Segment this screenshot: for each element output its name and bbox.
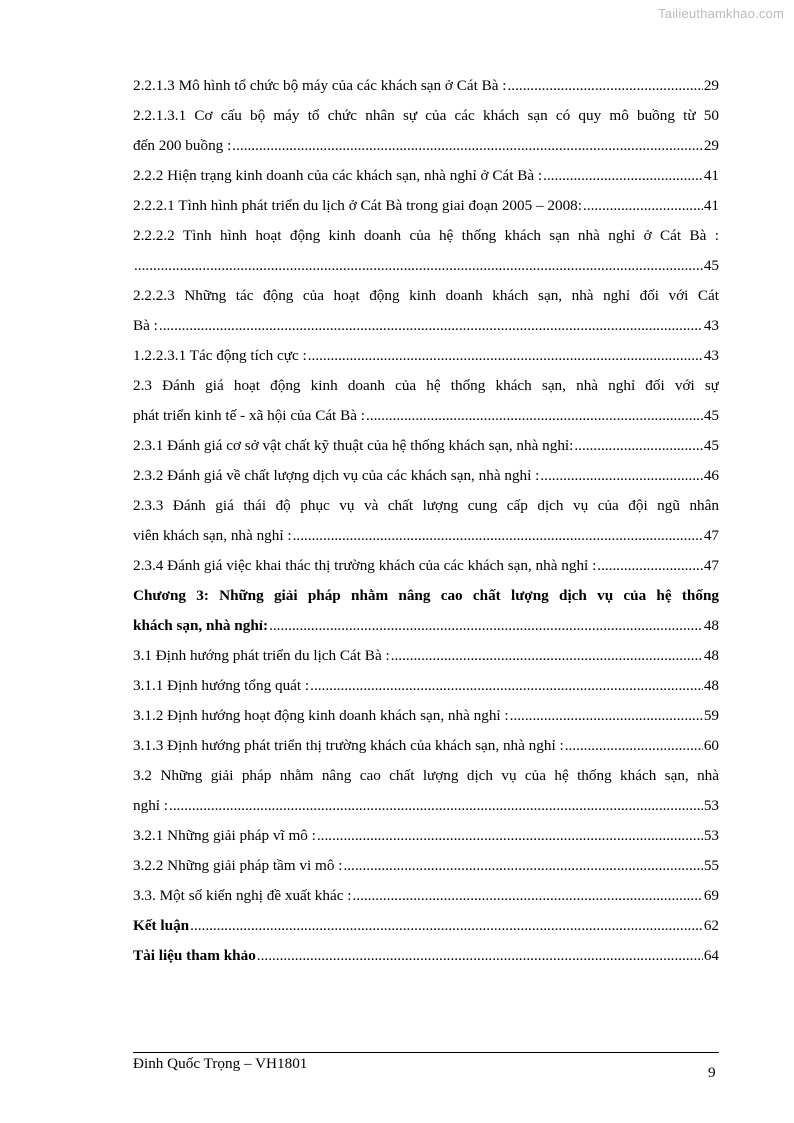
table-of-contents: [133, 71, 719, 971]
toc-entry[interactable]: [133, 851, 719, 881]
toc-entry-title: 3.1 Định hướng phát triển du lịch Cát Bà :: [133, 647, 390, 664]
toc-entry-line-first: Chương 3: Những giải pháp nhằm nâng cao chất lượng dịch vụ của hệ thống: [133, 587, 719, 604]
toc-page-number: 45: [703, 257, 719, 274]
toc-entry[interactable]: [133, 341, 719, 371]
toc-entry-title: 3.1.3 Định hướng phát triển thị trường khách của khách sạn, nhà nghỉ :: [133, 737, 564, 754]
toc-entry-line-first: 3.2 Những giải pháp nhằm nâng cao chất lượng dịch vụ của hệ thống khách sạn, nhà: [133, 767, 719, 784]
toc-entry-line-first: 2.3 Đánh giá hoạt động kinh doanh của hệ thống khách sạn, nhà nghỉ đối với sự: [133, 377, 719, 394]
footer-page-number: 9: [708, 1064, 716, 1081]
toc-page-number: 29: [703, 137, 719, 154]
toc-entry[interactable]: [133, 791, 719, 821]
toc-entry[interactable]: [133, 551, 719, 581]
toc-leader-dots: [310, 671, 703, 701]
toc-entry-title: đến 200 buồng :: [133, 137, 232, 154]
toc-page-number: 48: [703, 677, 719, 694]
toc-leader-dots: [574, 431, 702, 461]
toc-leader-dots: [257, 941, 703, 971]
toc-leader-dots: [190, 911, 703, 941]
toc-entry[interactable]: [133, 641, 719, 671]
toc-entry-title: 2.3.1 Đánh giá cơ sở vật chất kỹ thuật của hệ thống khách sạn, nhà nghỉ:: [133, 437, 574, 454]
toc-entry[interactable]: [133, 191, 719, 221]
toc-entry-title: khách sạn, nhà nghỉ:: [133, 617, 269, 634]
toc-entry-title: Kết luận: [133, 917, 190, 934]
toc-leader-dots: [391, 641, 703, 671]
toc-entry-title: viên khách sạn, nhà nghỉ :: [133, 527, 292, 544]
toc-page-number: 41: [703, 197, 719, 214]
toc-entry[interactable]: [133, 71, 719, 101]
toc-page-number: 59: [703, 707, 719, 724]
toc-page-number: 45: [703, 407, 719, 424]
toc-leader-dots: [597, 551, 703, 581]
toc-entry-title: 3.1.2 Định hướng hoạt động kinh doanh khách sạn, nhà nghỉ :: [133, 707, 509, 724]
toc-leader-dots: [159, 311, 703, 341]
toc-entry[interactable]: [133, 521, 719, 551]
toc-entry-title: 3.2.2 Những giải pháp tầm vi mô :: [133, 857, 343, 874]
toc-entry[interactable]: [133, 821, 719, 851]
toc-entry-line-first: 2.3.3 Đánh giá thái độ phục vụ và chất lượng cung cấp dịch vụ của đội ngũ nhân: [133, 497, 719, 514]
toc-page-number: 62: [703, 917, 719, 934]
toc-entry[interactable]: [133, 731, 719, 761]
toc-entry[interactable]: [133, 671, 719, 701]
toc-entry[interactable]: [133, 131, 719, 161]
toc-entry-title: Bà :: [133, 317, 158, 334]
toc-leader-dots: [134, 251, 703, 281]
toc-entry-title: 3.1.1 Định hướng tổng quát :: [133, 677, 310, 694]
toc-entry[interactable]: [133, 311, 719, 341]
toc-page-number: 53: [703, 827, 719, 844]
toc-leader-dots: [510, 701, 703, 731]
toc-entry-title: nghỉ :: [133, 797, 169, 814]
toc-leader-dots: [366, 401, 703, 431]
toc-leader-dots: [269, 611, 703, 641]
footer-divider: [133, 1052, 719, 1053]
toc-entry-title: 2.2.2 Hiện trạng kinh doanh của các khách sạn, nhà nghỉ ở Cát Bà :: [133, 167, 543, 184]
toc-page-number: 47: [703, 557, 719, 574]
toc-entry[interactable]: [133, 941, 719, 971]
toc-leader-dots: [543, 161, 703, 191]
toc-entry-title: Tài liệu tham khảo: [133, 947, 256, 964]
toc-page-number: 55: [703, 857, 719, 874]
toc-page-number: 48: [703, 617, 719, 634]
toc-entry-title: 2.2.2.1 Tình hình phát triển du lịch ở Cát Bà trong giai đoạn 2005 – 2008:: [133, 197, 582, 214]
toc-leader-dots: [343, 851, 702, 881]
toc-leader-dots: [317, 821, 703, 851]
toc-leader-dots: [583, 191, 703, 221]
toc-page-number: 46: [703, 467, 719, 484]
toc-leader-dots: [565, 731, 703, 761]
toc-entry[interactable]: [133, 881, 719, 911]
watermark: Tailieuthamkhao.com: [658, 6, 784, 21]
toc-entry-line-first: 2.2.1.3.1 Cơ cấu bộ máy tổ chức nhân sự của các khách sạn có quy mô buồng từ 50: [133, 107, 719, 124]
toc-entry-line-first: 2.2.2.3 Những tác động của hoạt động kinh doanh khách sạn, nhà nghỉ đối với Cát: [133, 287, 719, 304]
toc-page-number: 43: [703, 347, 719, 364]
toc-entry[interactable]: [133, 611, 719, 641]
toc-entry-title: 2.2.1.3 Mô hình tổ chức bộ máy của các khách sạn ở Cát Bà :: [133, 77, 507, 94]
toc-page-number: 41: [703, 167, 719, 184]
toc-entry[interactable]: [133, 911, 719, 941]
toc-entry[interactable]: [133, 401, 719, 431]
toc-leader-dots: [293, 521, 703, 551]
toc-page-number: 64: [703, 947, 719, 964]
toc-page-number: 45: [703, 437, 719, 454]
toc-entry[interactable]: [133, 431, 719, 461]
toc-entry-title: 2.3.4 Đánh giá việc khai thác thị trường khách của các khách sạn, nhà nghỉ :: [133, 557, 597, 574]
toc-page-number: 60: [703, 737, 719, 754]
toc-page-number: 69: [703, 887, 719, 904]
toc-page-number: 53: [703, 797, 719, 814]
toc-entry-title: phát triển kinh tế - xã hội của Cát Bà :: [133, 407, 365, 424]
toc-page-number: 48: [703, 647, 719, 664]
toc-leader-dots: [232, 131, 703, 161]
toc-entry-title: 3.2.1 Những giải pháp vĩ mô :: [133, 827, 316, 844]
toc-page-number: 47: [703, 527, 719, 544]
toc-leader-dots: [353, 881, 703, 911]
toc-entry-title: 3.3. Một số kiến nghị đề xuất khác :: [133, 887, 352, 904]
toc-entry[interactable]: [133, 701, 719, 731]
toc-entry-title: 2.3.2 Đánh giá về chất lượng dịch vụ của các khách sạn, nhà nghỉ :: [133, 467, 540, 484]
toc-leader-dots: [508, 71, 703, 101]
toc-leader-dots: [169, 791, 703, 821]
toc-leader-dots: [540, 461, 702, 491]
toc-entry[interactable]: [133, 461, 719, 491]
toc-entry[interactable]: [133, 161, 719, 191]
footer-author: Đinh Quốc Trọng – VH1801: [133, 1055, 308, 1072]
toc-entry-line-first: 2.2.2.2 Tình hình hoạt động kinh doanh của hệ thống khách sạn nhà nghỉ ở Cát Bà :: [133, 227, 719, 244]
toc-entry[interactable]: [133, 251, 719, 281]
toc-page-number: 29: [703, 77, 719, 94]
toc-leader-dots: [308, 341, 703, 371]
toc-page-number: 43: [703, 317, 719, 334]
toc-entry-title: 1.2.2.3.1 Tác động tích cực :: [133, 347, 307, 364]
